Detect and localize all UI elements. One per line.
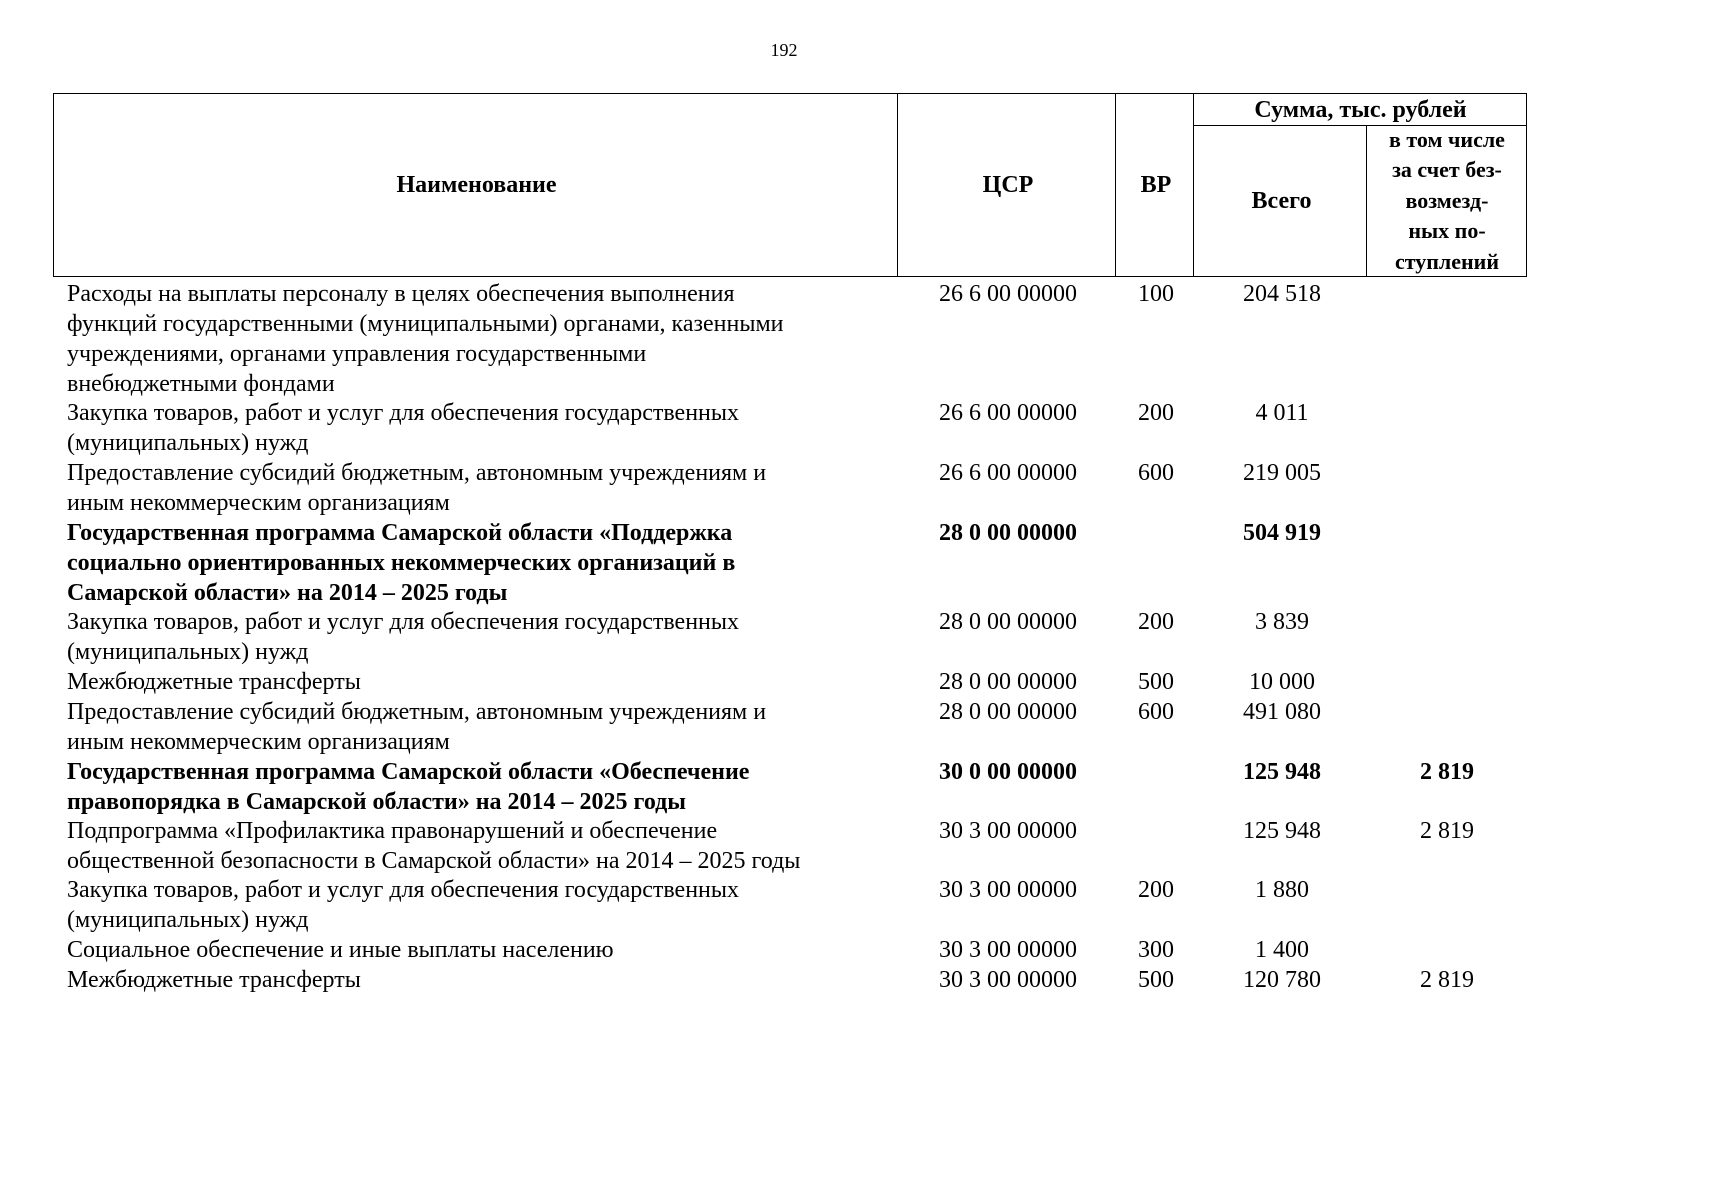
row-name (67, 757, 887, 817)
row-name-line: иным некоммерческим организациям (67, 729, 450, 755)
row-total: 1 880 (1255, 877, 1309, 903)
row-name-line: Подпрограмма «Профилактика правонарушений и обеспечение (67, 818, 718, 844)
row-vr: 500 (1138, 967, 1174, 993)
row-name-line: Межбюджетные трансферты (67, 967, 361, 993)
row-vr: 600 (1138, 460, 1174, 486)
row-name-line: учреждениями, органами управления государственными (67, 341, 647, 367)
row-vr: 200 (1138, 400, 1174, 426)
row-vr: 600 (1138, 699, 1174, 725)
row-name-line: Социальное обеспечение и иные выплаты населению (67, 937, 614, 963)
divider (1366, 125, 1367, 276)
row-name (67, 935, 887, 965)
row-total: 125 948 (1243, 759, 1321, 785)
row-name-line: правопорядка в Самарской области» на 2014 – 2025 годы (67, 789, 687, 815)
row-total: 204 518 (1243, 281, 1321, 307)
row-csr: 30 0 00 00000 (939, 759, 1077, 785)
header-free (1368, 126, 1526, 276)
row-free: 2 819 (1420, 759, 1474, 785)
header-free-line: за счет без- (1392, 157, 1502, 183)
row-name-line: Закупка товаров, работ и услуг для обеспечения государственных (67, 400, 740, 426)
row-name (67, 458, 887, 518)
row-name (67, 279, 887, 399)
row-name-line: Предоставление субсидий бюджетным, автономным учреждениям и (67, 699, 767, 725)
row-vr: 500 (1138, 669, 1174, 695)
row-csr: 26 6 00 00000 (939, 460, 1077, 486)
row-name-line: иным некоммерческим организациям (67, 490, 450, 516)
row-csr: 28 0 00 00000 (939, 699, 1077, 725)
row-free: 2 819 (1420, 967, 1474, 993)
header-name: Наименование (396, 171, 557, 198)
row-name-line: Государственная программа Самарской области «Обеспечение (67, 759, 750, 785)
row-csr: 28 0 00 00000 (939, 669, 1077, 695)
divider (1193, 94, 1194, 276)
row-name-line: (муниципальных) нужд (67, 639, 309, 665)
row-csr: 30 3 00 00000 (939, 818, 1077, 844)
row-free: 2 819 (1420, 818, 1474, 844)
row-total: 504 919 (1243, 520, 1321, 546)
row-vr: 300 (1138, 937, 1174, 963)
row-name-line: функций государственными (муниципальными) органами, казенными (67, 311, 784, 337)
row-vr: 100 (1138, 281, 1174, 307)
row-name (67, 816, 887, 876)
row-name-line: общественной безопасности в Самарской области» на 2014 – 2025 годы (67, 848, 801, 874)
row-total: 10 000 (1249, 669, 1315, 695)
row-vr: 200 (1138, 877, 1174, 903)
header-total: Всего (1251, 187, 1312, 214)
row-csr: 30 3 00 00000 (939, 877, 1077, 903)
header-sum: Сумма, тыс. рублей (1254, 96, 1467, 123)
header-csr: ЦСР (982, 171, 1034, 198)
row-csr: 30 3 00 00000 (939, 937, 1077, 963)
row-name-line: (муниципальных) нужд (67, 907, 309, 933)
row-total: 4 011 (1255, 400, 1309, 426)
header-free-line: ступлений (1394, 248, 1500, 274)
row-total: 1 400 (1255, 937, 1309, 963)
row-name (67, 518, 887, 608)
row-name (67, 667, 887, 697)
row-name (67, 875, 887, 935)
header-free-line: возмезд- (1405, 187, 1489, 213)
row-name-line: Предоставление субсидий бюджетным, автономным учреждениям и (67, 460, 767, 486)
row-name (67, 398, 887, 458)
row-name-line: Самарской области» на 2014 – 2025 годы (67, 580, 508, 606)
row-total: 120 780 (1243, 967, 1321, 993)
row-total: 3 839 (1255, 609, 1309, 635)
row-name-line: Межбюджетные трансферты (67, 669, 361, 695)
row-vr: 200 (1138, 609, 1174, 635)
table-header (53, 93, 1527, 277)
row-total: 491 080 (1243, 699, 1321, 725)
row-csr: 26 6 00 00000 (939, 400, 1077, 426)
row-name (67, 697, 887, 757)
row-name (67, 607, 887, 667)
row-csr: 30 3 00 00000 (939, 967, 1077, 993)
row-name-line: социально ориентированных некоммерческих организаций в (67, 550, 736, 576)
row-name (67, 965, 887, 995)
row-csr: 28 0 00 00000 (939, 520, 1077, 546)
divider (897, 94, 898, 276)
row-name-line: (муниципальных) нужд (67, 430, 309, 456)
row-csr: 26 6 00 00000 (939, 281, 1077, 307)
row-name-line: Закупка товаров, работ и услуг для обеспечения государственных (67, 877, 740, 903)
header-free-line: ных по- (1408, 218, 1486, 244)
header-free-line: в том числе (1389, 126, 1505, 152)
row-name-line: Государственная программа Самарской области «Поддержка (67, 520, 733, 546)
divider (1115, 94, 1116, 276)
row-name-line: внебюджетными фондами (67, 371, 335, 397)
row-total: 125 948 (1243, 818, 1321, 844)
row-name-line: Закупка товаров, работ и услуг для обеспечения государственных (67, 609, 740, 635)
row-csr: 28 0 00 00000 (939, 609, 1077, 635)
row-name-line: Расходы на выплаты персоналу в целях обеспечения выполнения (67, 281, 735, 307)
row-total: 219 005 (1243, 460, 1321, 486)
header-vr: ВР (1140, 171, 1172, 198)
page-number: 192 (770, 40, 798, 60)
